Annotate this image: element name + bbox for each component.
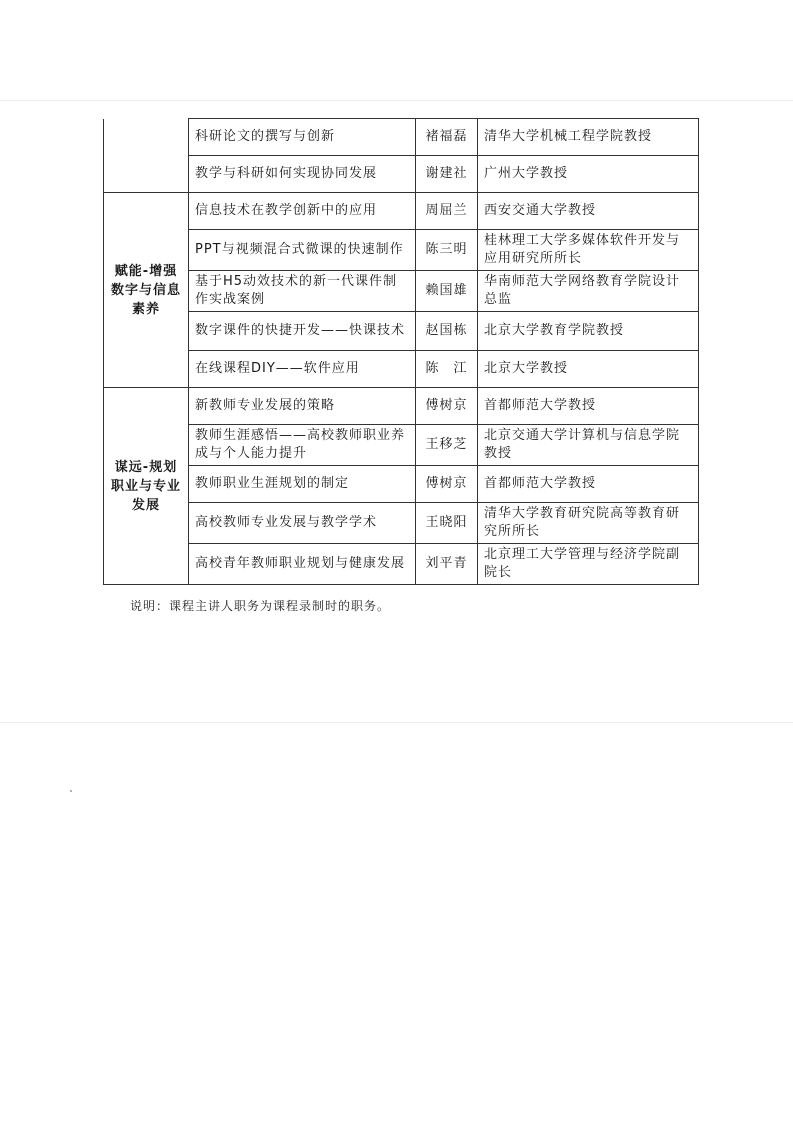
category-cell xyxy=(104,119,189,193)
table-row xyxy=(104,503,699,544)
table-row xyxy=(104,351,699,388)
course-name-cell: 在线课程DIY——软件应用 xyxy=(189,351,416,388)
lecturer-title-cell: 北京交通大学计算机与信息学院教授 xyxy=(478,425,699,466)
course-name-cell: 科研论文的撰写与创新 xyxy=(189,119,416,156)
course-name-cell: 高校青年教师职业规划与健康发展 xyxy=(189,544,416,585)
lecturer-cell: 赵国栋 xyxy=(416,312,478,351)
course-table xyxy=(103,118,699,585)
table-row xyxy=(104,119,699,156)
table-row xyxy=(104,193,699,230)
table-row xyxy=(104,312,699,351)
course-name-cell: 新教师专业发展的策略 xyxy=(189,388,416,425)
course-name-cell: 信息技术在教学创新中的应用 xyxy=(189,193,416,230)
lecturer-title-cell: 华南师范大学网络教育学院设计总监 xyxy=(478,271,699,312)
scan-artifact-line xyxy=(0,722,793,723)
course-name-cell: 教学与科研如何实现协同发展 xyxy=(189,156,416,193)
lecturer-cell: 傅树京 xyxy=(416,388,478,425)
course-name-cell: 数字课件的快捷开发——快课技术 xyxy=(189,312,416,351)
lecturer-title-cell: 清华大学教育研究院高等教育研究所所长 xyxy=(478,503,699,544)
lecturer-cell: 周屈兰 xyxy=(416,193,478,230)
table-row xyxy=(104,156,699,193)
table-row xyxy=(104,544,699,585)
table-row xyxy=(104,425,699,466)
lecturer-cell: 王晓阳 xyxy=(416,503,478,544)
scan-speck xyxy=(70,790,72,792)
lecturer-cell: 褚福磊 xyxy=(416,119,478,156)
table-row xyxy=(104,466,699,503)
lecturer-title-cell: 首都师范大学教授 xyxy=(478,466,699,503)
footnote: 说明：课程主讲人职务为课程录制时的职务。 xyxy=(130,599,391,613)
course-name-cell: PPT与视频混合式微课的快速制作 xyxy=(189,230,416,271)
lecturer-title-cell: 桂林理工大学多媒体软件开发与应用研究所所长 xyxy=(478,230,699,271)
table-row xyxy=(104,388,699,425)
category-cell: 谋远-规划职业与专业发展 xyxy=(104,388,189,585)
lecturer-title-cell: 清华大学机械工程学院教授 xyxy=(478,119,699,156)
scan-artifact-line xyxy=(0,100,793,101)
lecturer-cell: 傅树京 xyxy=(416,466,478,503)
lecturer-title-cell: 首都师范大学教授 xyxy=(478,388,699,425)
category-cell: 赋能-增强数字与信息素养 xyxy=(104,193,189,388)
lecturer-title-cell: 北京理工大学管理与经济学院副院长 xyxy=(478,544,699,585)
table-row xyxy=(104,230,699,271)
lecturer-cell: 陈三明 xyxy=(416,230,478,271)
lecturer-cell: 谢建社 xyxy=(416,156,478,193)
lecturer-title-cell: 北京大学教授 xyxy=(478,351,699,388)
course-name-cell: 基于H5动效技术的新一代课件制作实战案例 xyxy=(189,271,416,312)
course-name-cell: 教师职业生涯规划的制定 xyxy=(189,466,416,503)
course-name-cell: 教师生涯感悟——高校教师职业养成与个人能力提升 xyxy=(189,425,416,466)
lecturer-cell: 陈 江 xyxy=(416,351,478,388)
table-row xyxy=(104,271,699,312)
course-name-cell: 高校教师专业发展与教学学术 xyxy=(189,503,416,544)
lecturer-cell: 刘平青 xyxy=(416,544,478,585)
lecturer-title-cell: 广州大学教授 xyxy=(478,156,699,193)
lecturer-title-cell: 北京大学教育学院教授 xyxy=(478,312,699,351)
lecturer-cell: 赖国雄 xyxy=(416,271,478,312)
lecturer-cell: 王移芝 xyxy=(416,425,478,466)
lecturer-title-cell: 西安交通大学教授 xyxy=(478,193,699,230)
